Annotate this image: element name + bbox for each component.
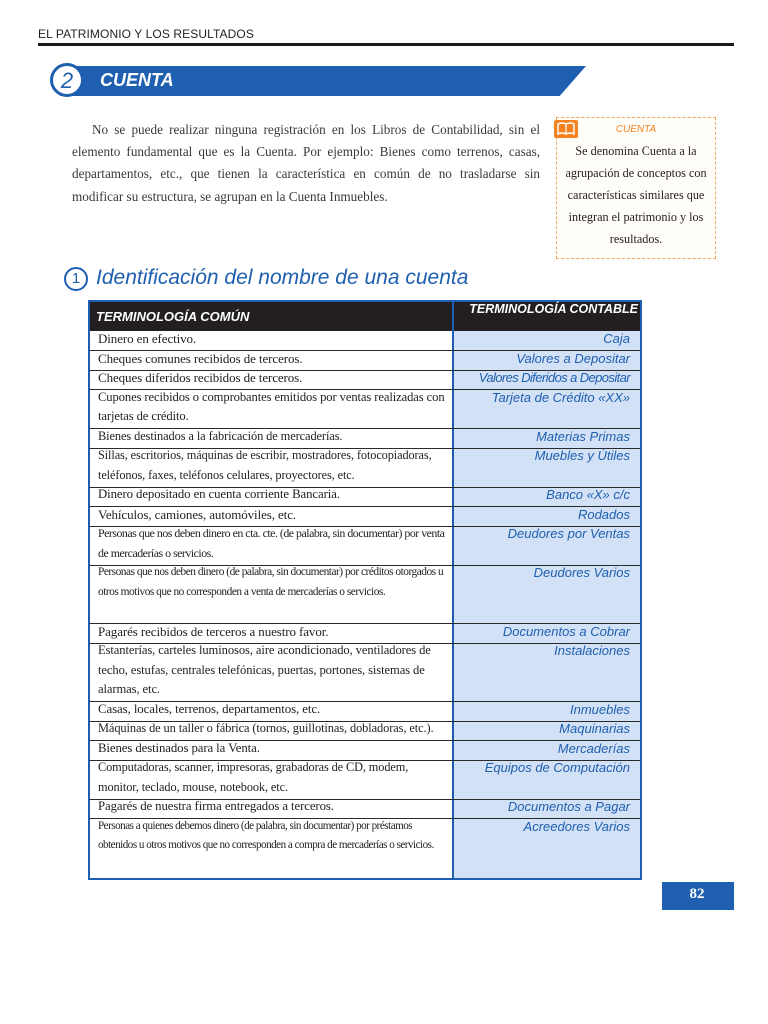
table-row <box>90 448 640 487</box>
accounting-term-cell: Inmuebles <box>570 701 630 717</box>
accounting-term-cell: Acreedores Varios <box>523 818 630 834</box>
subsection-heading <box>64 264 594 294</box>
accounting-term-cell: Caja <box>603 331 630 346</box>
sidebar-definition: Se denomina Cuenta a la agrupación de conceptos con características similares que integran el patrimonio y los resultados. <box>565 144 707 246</box>
intro-text: No se puede realizar ninguna registración en los Libros de Contabilidad, sin el elemento fundamental que es la Cuenta. Por ejemplo: Bienes como terrenos, casas, departamentos, etc., que tienen la característica en común de no trasladarse sin modificar su estructura, se agrupan en la Cuenta Inmuebles. <box>72 122 540 204</box>
accounting-term-cell: Rodados <box>577 506 630 522</box>
common-term-cell: Cupones recibidos o comprobantes emitidos por ventas realizadas con tarjetas de crédito. <box>98 389 445 423</box>
header-common-terminology: TERMINOLOGÍA COMÚN <box>96 309 250 324</box>
table-row <box>90 760 640 799</box>
accounting-term-cell: Tarjeta de Crédito «XX» <box>491 389 630 405</box>
accounting-term-cell: Valores a Depositar <box>516 350 630 366</box>
accounting-term-cell: Banco «X» c/c <box>546 487 630 502</box>
subsection-title: Identificación del nombre de una cuenta <box>96 266 469 289</box>
header-accounting-terminology: TERMINOLOGÍA CONTABLE <box>469 302 638 316</box>
accounting-term-cell: Valores Diferidos a Depositar <box>478 370 630 385</box>
accounting-term-cell: Documentos a Pagar <box>507 799 630 814</box>
section-number-badge <box>50 63 84 97</box>
common-term-cell: Bienes destinados a la fabricación de mercaderías. <box>98 428 343 443</box>
table-row <box>90 565 640 624</box>
subsection-number: 1 <box>71 270 81 287</box>
accounting-term-cell: Mercaderías <box>557 740 630 756</box>
common-term-cell: Sillas, escritorios, máquinas de escribir, mostradores, fotocopiadoras, teléfonos, faxes, teléfonos celulares, proyectores, etc. <box>98 448 432 482</box>
common-term-cell: Dinero depositado en cuenta corriente Bancaria. <box>98 487 340 501</box>
accounting-term-cell: Muebles y Útiles <box>534 448 630 463</box>
accounting-term-cell: Maquinarias <box>559 721 630 736</box>
common-term-cell: Cheques comunes recibidos de terceros. <box>98 350 303 366</box>
common-term-cell: Máquinas de un taller o fábrica (tornos, guillotinas, dobladoras, etc.). <box>98 721 434 735</box>
common-term-cell: Dinero en efectivo. <box>98 331 197 346</box>
accounting-term-cell: Instalaciones <box>554 643 630 658</box>
header-rule <box>38 43 734 46</box>
common-term-cell: Pagarés de nuestra firma entregados a terceros. <box>98 799 334 813</box>
accounting-term-cell: Equipos de Computación <box>484 760 630 775</box>
common-term-cell: Computadoras, scanner, impresoras, grabadoras de CD, modem, monitor, teclado, mouse, notebook, etc. <box>98 760 409 794</box>
common-term-cell: Personas a quienes debemos dinero (de palabra, sin documentar) por préstamos obtenidos u otros motivos que no corresponden a compra de mercaderías o servicios. <box>98 819 434 851</box>
common-term-cell: Bienes destinados para la Venta. <box>98 740 260 755</box>
accounting-term-cell: Deudores Varios <box>533 565 630 580</box>
common-term-cell: Estanterías, carteles luminosos, aire acondicionado, ventiladores de techo, estufas, centrales telefónicas, puertas, portones, sistemas de alarmas, etc. <box>98 643 431 696</box>
page-number: 82 <box>689 886 705 902</box>
accounting-term-cell: Documentos a Cobrar <box>502 623 630 639</box>
definition-sidebar <box>556 117 716 259</box>
common-term-cell: Casas, locales, terrenos, departamentos, etc. <box>98 701 321 716</box>
table-row <box>90 390 640 429</box>
intro-paragraph <box>72 119 540 208</box>
common-term-cell: Personas que nos deben dinero (de palabra, sin documentar) por créditos otorgados u otros motivos que no corresponden a venta de mercaderías o servicios. <box>98 566 444 598</box>
page-tab-edge <box>658 882 662 910</box>
common-term-cell: Cheques diferidos recibidos de terceros. <box>98 370 303 385</box>
table-row <box>90 526 640 565</box>
running-header: EL PATRIMONIO Y LOS RESULTADOS <box>38 27 254 41</box>
accounting-term-cell: Materias Primas <box>536 428 630 444</box>
common-term-cell: Pagarés recibidos de terceros a nuestro favor. <box>98 623 329 639</box>
table-row <box>90 819 640 878</box>
section-title: CUENTA <box>100 70 174 90</box>
sidebar-title: CUENTA <box>615 124 657 135</box>
section-number: 2 <box>60 68 74 93</box>
common-term-cell: Vehículos, camiones, automóviles, etc. <box>98 506 297 522</box>
subsection-number-badge <box>64 267 88 291</box>
accounting-term-cell: Deudores por Ventas <box>507 526 630 541</box>
table-row <box>90 643 640 702</box>
common-term-cell: Personas que nos deben dinero en cta. cte. (de palabra, sin documentar) por venta de mercaderías o servicios. <box>98 526 445 560</box>
